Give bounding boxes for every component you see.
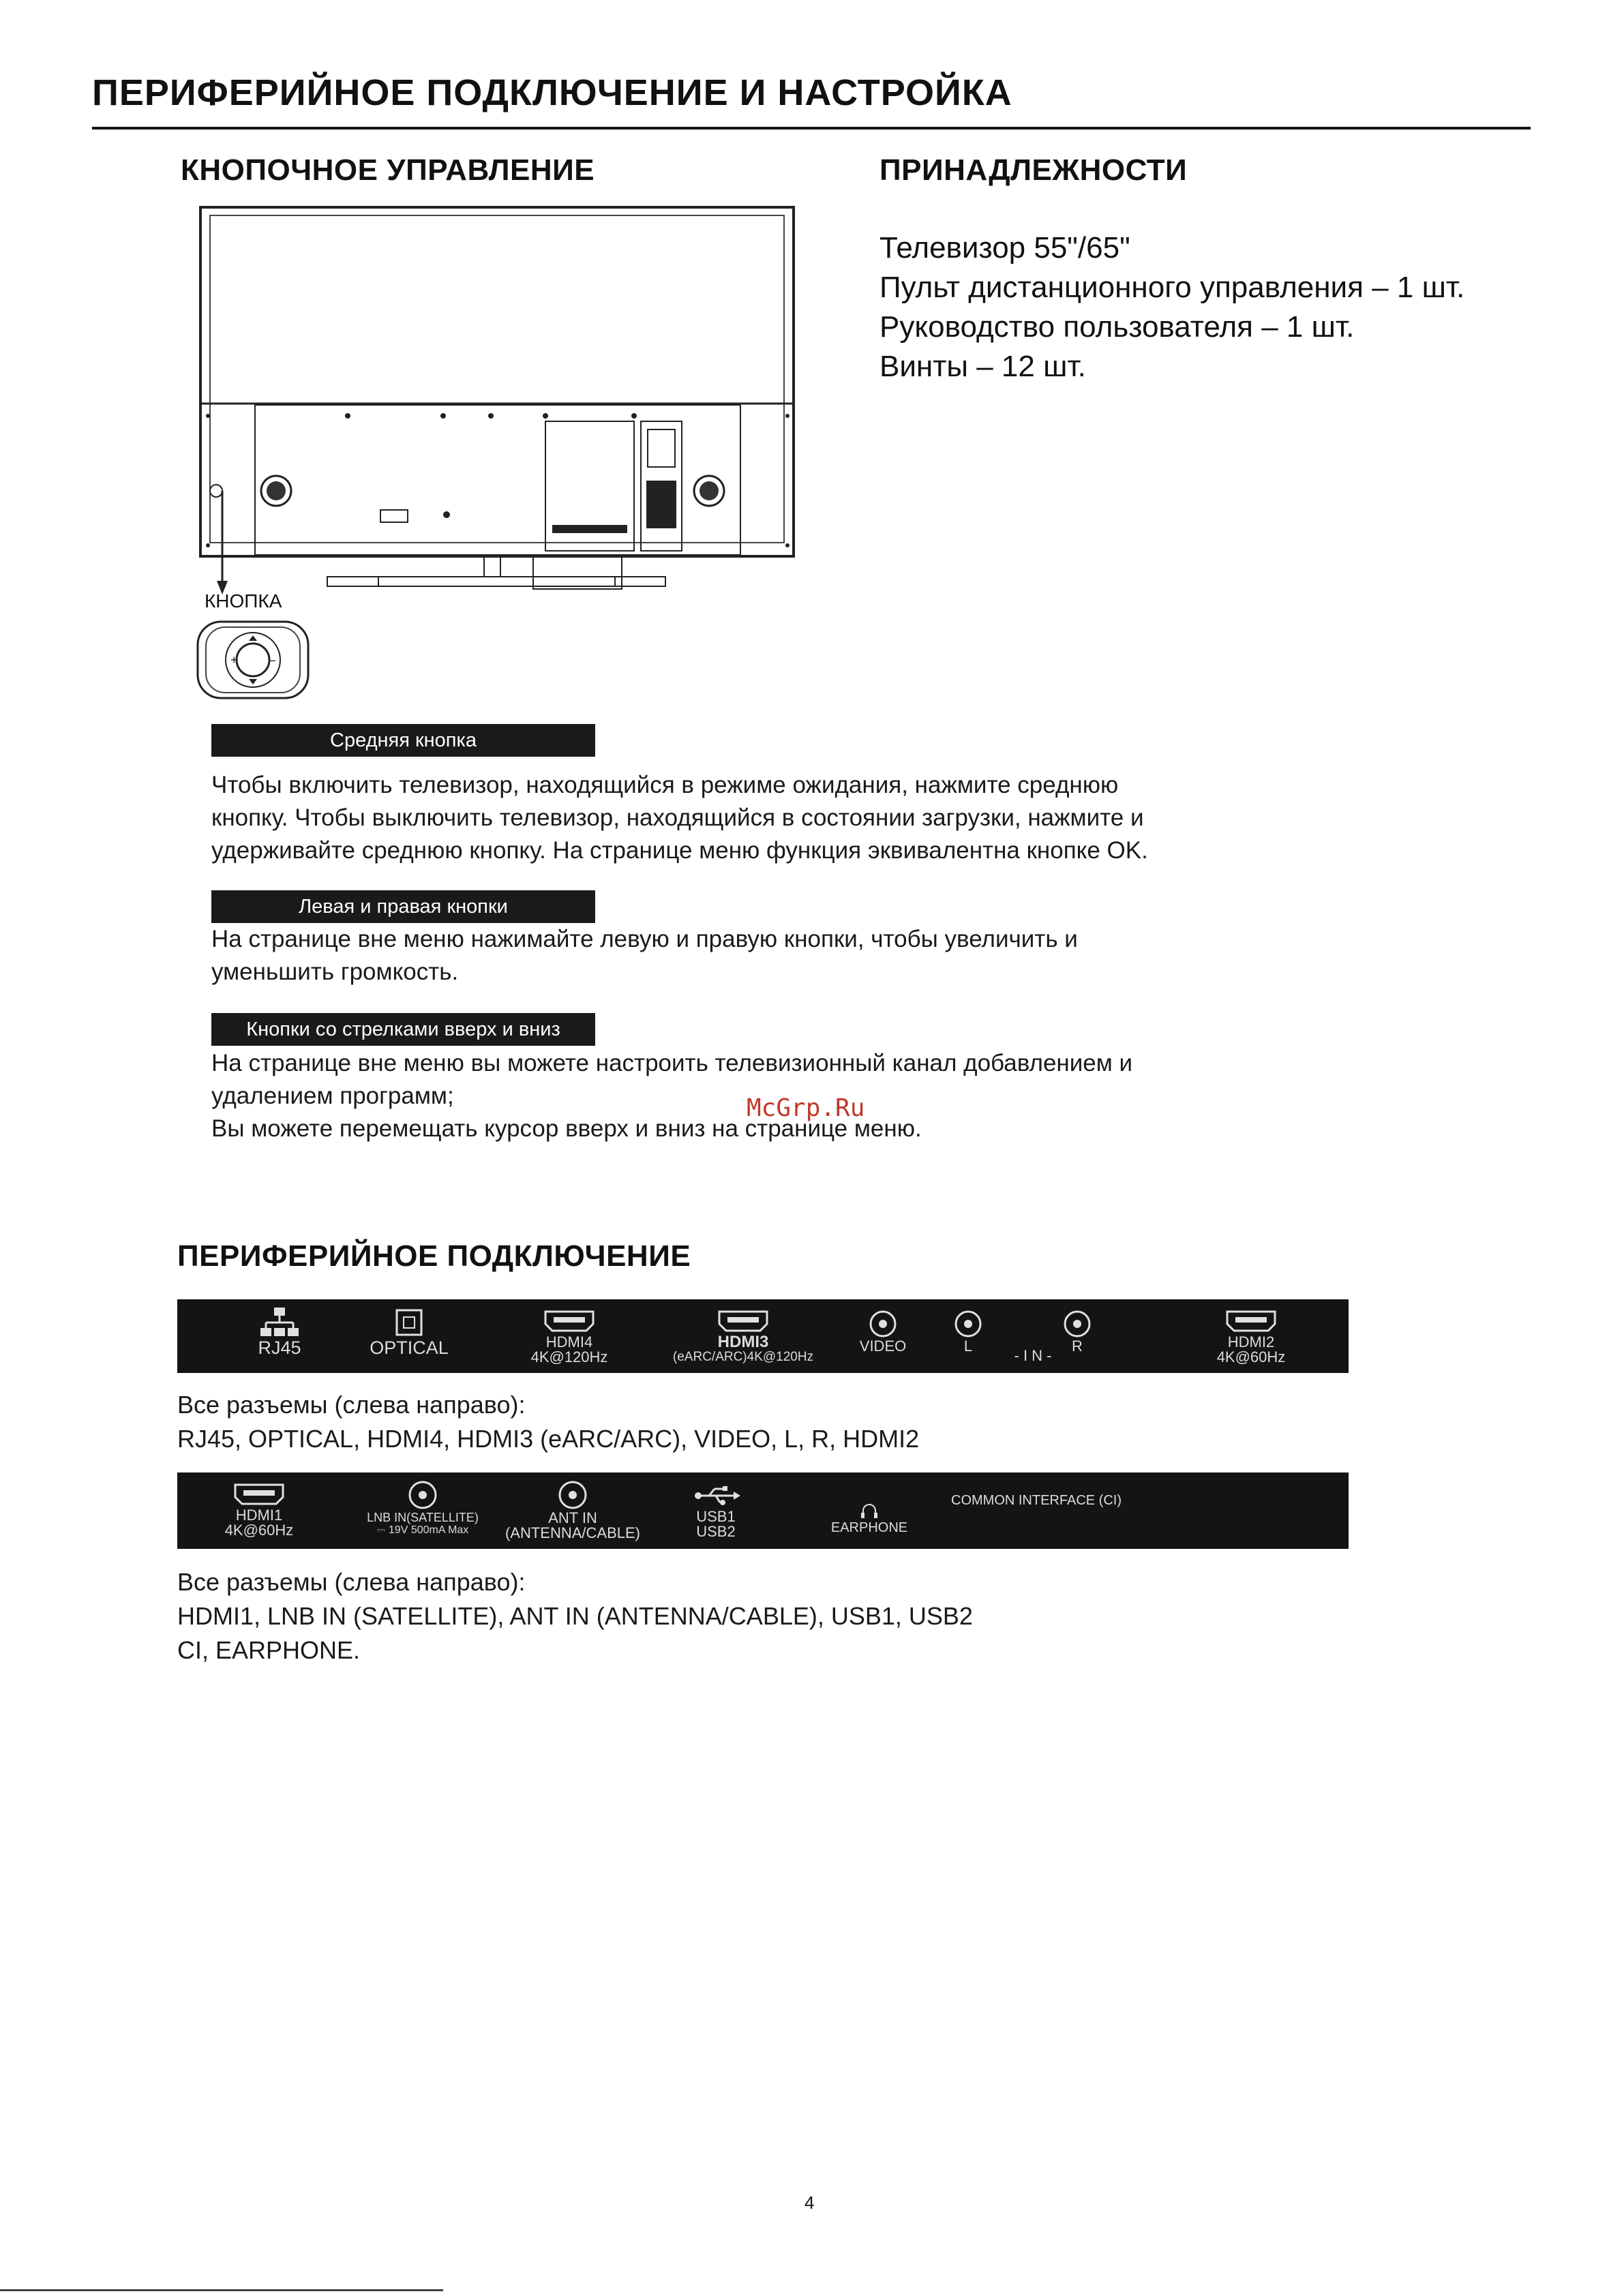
port-label: HDMI4 bbox=[545, 1333, 593, 1350]
port-label: EARPHONE bbox=[830, 1520, 908, 1535]
port-rj45 bbox=[242, 1305, 317, 1357]
peripheral-title: ПЕРИФЕРИЙНОЕ ПОДКЛЮЧЕНИЕ bbox=[177, 1239, 691, 1273]
port-label: HDMI1 bbox=[235, 1507, 283, 1524]
hdmi-icon bbox=[1200, 1308, 1302, 1335]
svg-text:+: + bbox=[230, 653, 238, 667]
audio-in-label: - I N - bbox=[1014, 1347, 1052, 1364]
port-usb bbox=[675, 1482, 757, 1539]
accessory-item: Руководство пользователя – 1 шт. bbox=[879, 310, 1355, 344]
text-line: удалением программ; bbox=[211, 1083, 454, 1109]
port-hdmi4 bbox=[518, 1308, 620, 1365]
up-down-buttons-text bbox=[211, 1047, 1132, 1145]
text-line: кнопку. Чтобы выключить телевизор, находящийся в состоянии загрузки, нажмите и bbox=[211, 804, 1144, 831]
port-optical bbox=[361, 1306, 457, 1357]
accessories-title: ПРИНАДЛЕЖНОСТИ bbox=[879, 153, 1188, 187]
rca-icon bbox=[1053, 1309, 1101, 1339]
watermark: McGrp.Ru bbox=[747, 1094, 865, 1122]
tv-rear-diagram bbox=[198, 205, 798, 600]
connector-panel-top bbox=[177, 1299, 1349, 1373]
middle-button-text bbox=[211, 769, 1148, 867]
buttons-section-title: КНОПОЧНОЕ УПРАВЛЕНИЕ bbox=[181, 153, 595, 187]
port-label: VIDEO bbox=[859, 1338, 907, 1355]
port-sublabel: 4K@120Hz bbox=[530, 1348, 608, 1365]
port-audio-left bbox=[944, 1309, 992, 1354]
port-label: LNB IN(SATELLITE) bbox=[367, 1511, 479, 1524]
rca-icon bbox=[845, 1309, 920, 1339]
rca-icon bbox=[944, 1309, 992, 1339]
optical-icon bbox=[361, 1306, 457, 1339]
text-line: На странице вне меню вы можете настроить телевизионный канал добавлением и bbox=[211, 1050, 1133, 1076]
text-line: удерживайте среднюю кнопку. На странице меню функция эквивалентна кнопке OK. bbox=[211, 837, 1148, 864]
port-hdmi2 bbox=[1200, 1308, 1302, 1365]
port-label: R bbox=[1072, 1338, 1083, 1355]
footer-line bbox=[0, 2289, 443, 2291]
port-ant-in bbox=[498, 1479, 648, 1541]
accessory-item: Телевизор 55"/65" bbox=[879, 231, 1130, 265]
text-line: Все разъемы (слева направо): bbox=[177, 1391, 526, 1419]
middle-button-label: Средняя кнопка bbox=[211, 724, 595, 757]
port-audio-right bbox=[1053, 1309, 1101, 1354]
hdmi-icon bbox=[518, 1308, 620, 1335]
page-number: 4 bbox=[805, 2192, 815, 2213]
port-video bbox=[845, 1309, 920, 1354]
port-sublabel: USB2 bbox=[696, 1523, 736, 1540]
up-down-buttons-label: Кнопки со стрелками вверх и вниз bbox=[211, 1013, 595, 1046]
port-label: HDMI2 bbox=[1227, 1333, 1275, 1350]
port-label: L bbox=[963, 1338, 973, 1355]
port-earphone bbox=[818, 1501, 920, 1535]
text-line: Все разъемы (слева направо): bbox=[177, 1568, 526, 1596]
connectors-list-top bbox=[177, 1388, 919, 1456]
text-line: На странице вне меню нажимайте левую и правую кнопки, чтобы увеличить и bbox=[211, 926, 1078, 952]
port-label: OPTICAL bbox=[370, 1338, 449, 1358]
title-divider bbox=[92, 127, 1531, 130]
port-label: ANT IN bbox=[548, 1509, 597, 1526]
button-label: КНОПКА bbox=[205, 590, 282, 611]
port-sublabel: 4K@60Hz bbox=[224, 1522, 294, 1539]
accessory-item: Винты – 12 шт. bbox=[879, 350, 1086, 383]
port-sublabel: (eARC/ARC)4K@120Hz bbox=[672, 1350, 814, 1364]
usb-icon bbox=[675, 1482, 757, 1509]
left-right-buttons-text bbox=[211, 923, 1078, 988]
port-sublabel: (ANTENNA/CABLE) bbox=[505, 1524, 641, 1541]
hdmi-icon bbox=[655, 1308, 832, 1335]
joystick-button-diagram bbox=[195, 619, 311, 701]
port-label: RJ45 bbox=[258, 1338, 301, 1358]
text-line: HDMI1, LNB IN (SATELLITE), ANT IN (ANTENNA/CABLE), USB1, USB2 bbox=[177, 1602, 973, 1630]
coax-icon bbox=[355, 1479, 491, 1511]
port-label: USB1 bbox=[696, 1508, 736, 1525]
headphone-icon bbox=[818, 1501, 920, 1520]
text-line: Вы можете перемещать курсор вверх и вниз на странице меню. bbox=[211, 1115, 922, 1142]
port-sublabel: 4K@60Hz bbox=[1216, 1348, 1286, 1365]
accessory-item: Пульт дистанционного управления – 1 шт. bbox=[879, 271, 1465, 304]
text-line: RJ45, OPTICAL, HDMI4, HDMI3 (eARC/ARC), VIDEO, L, R, HDMI2 bbox=[177, 1425, 920, 1453]
svg-text:–: – bbox=[269, 653, 276, 667]
text-line: CI, EARPHONE. bbox=[177, 1636, 361, 1664]
text-line: уменьшить громкость. bbox=[211, 958, 459, 985]
connectors-list-side bbox=[177, 1565, 973, 1667]
network-icon bbox=[242, 1305, 317, 1339]
coax-icon bbox=[498, 1479, 648, 1511]
port-hdmi1 bbox=[208, 1481, 310, 1538]
text-line: Чтобы включить телевизор, находящийся в режиме ожидания, нажмите среднюю bbox=[211, 772, 1119, 798]
connector-panel-side bbox=[177, 1472, 1349, 1549]
page-title: ПЕРИФЕРИЙНОЕ ПОДКЛЮЧЕНИЕ И НАСТРОЙКА bbox=[92, 72, 1012, 113]
hdmi-icon bbox=[208, 1481, 310, 1508]
port-label: HDMI3 bbox=[717, 1333, 769, 1351]
port-sublabel: ⎓ 19V 500mA Max bbox=[376, 1524, 469, 1536]
accessories-list bbox=[879, 228, 1464, 387]
left-right-buttons-label: Левая и правая кнопки bbox=[211, 890, 595, 923]
common-interface-label: COMMON INTERFACE (CI) bbox=[951, 1493, 1122, 1508]
port-lnb-in bbox=[355, 1479, 491, 1537]
port-hdmi3 bbox=[655, 1308, 832, 1365]
